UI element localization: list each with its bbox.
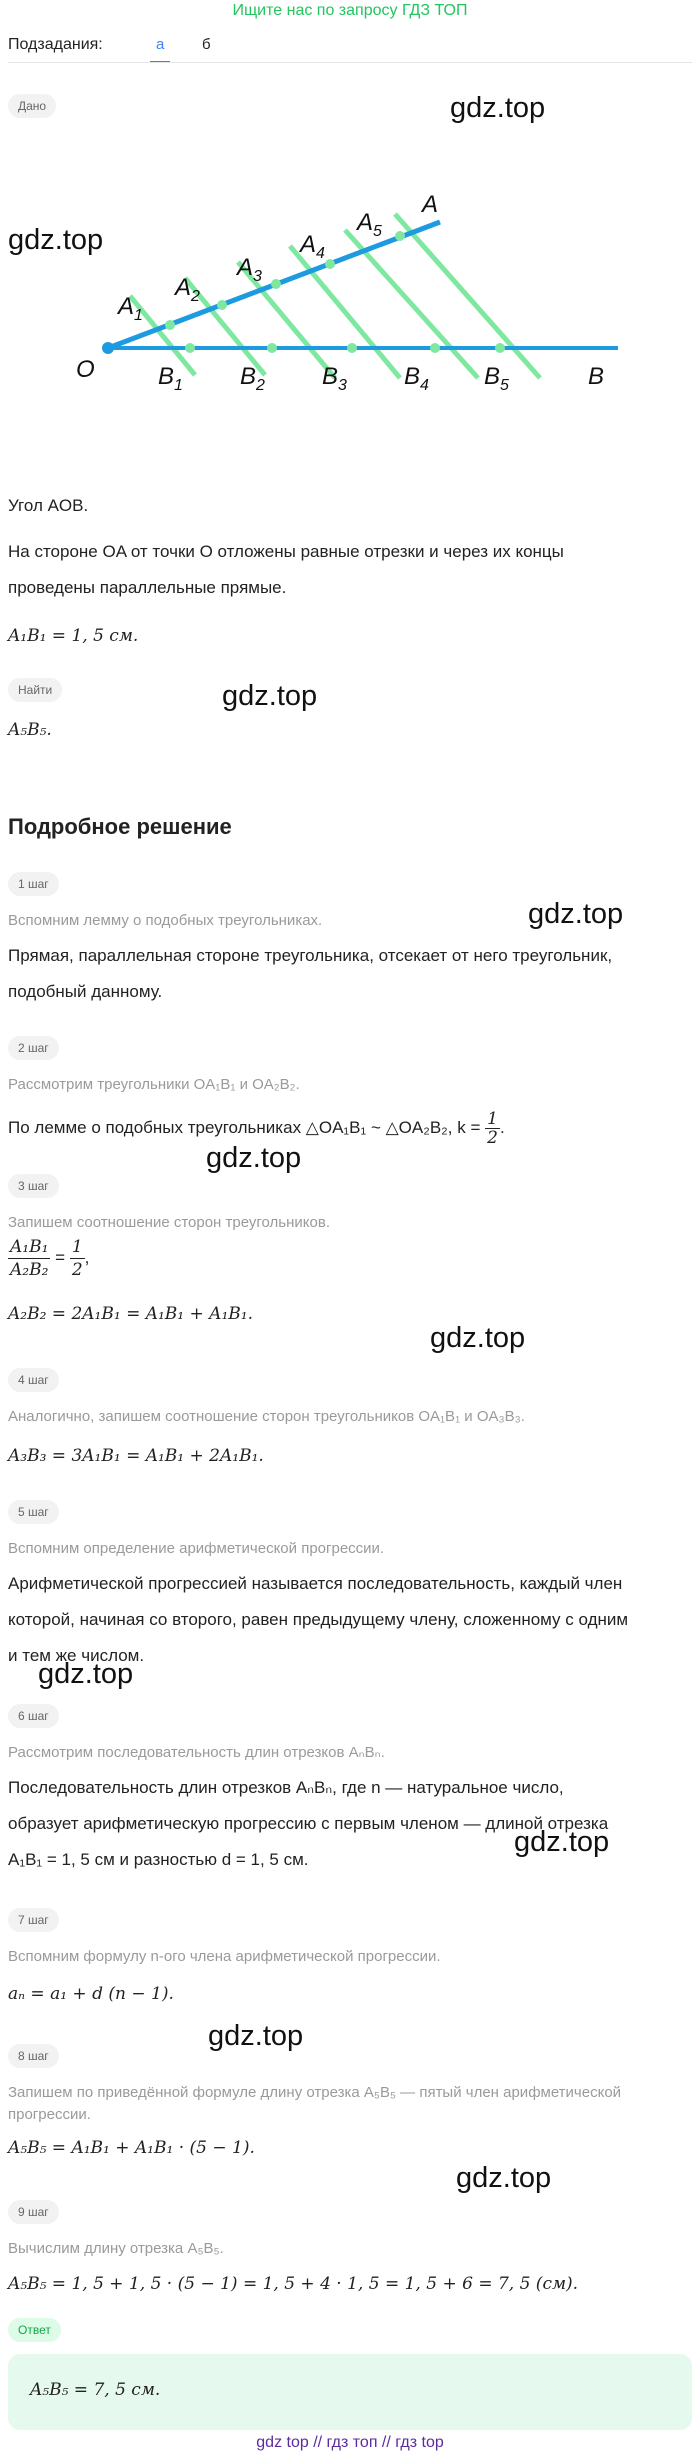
step-1-line-2: подобный данному. <box>8 982 163 1001</box>
step-2-gray: Рассмотрим треугольники OA₁B₁ и OA₂B₂. <box>8 1076 300 1093</box>
step-6-gray: Рассмотрим последовательность длин отрезков AₙBₙ. <box>8 1744 385 1761</box>
point-b2 <box>267 343 277 353</box>
step-9-gray: Вычислим длину отрезка A₅B₅. <box>8 2240 224 2257</box>
label-b2: $B_2$ <box>240 363 265 394</box>
subtasks-label: Подзадания: <box>8 36 103 53</box>
watermark: gdz.top <box>208 2020 304 2052</box>
given-line-1: Угол AOB. <box>8 496 89 515</box>
label-b: B <box>588 363 605 390</box>
watermark: gdz.top <box>222 680 318 712</box>
point-b3 <box>347 343 357 353</box>
step-6-line-3: A₁B₁ = 1, 5 см и разностью d = 1, 5 см. <box>8 1850 309 1869</box>
watermark: gdz.top <box>514 1826 610 1858</box>
watermark: gdz.top <box>528 898 624 930</box>
find-badge: Найти <box>8 678 62 702</box>
given-badge: Дано <box>8 94 56 118</box>
find-line: A₅B₅. <box>8 720 52 740</box>
step-9-line-1: A₅B₅ = 1, 5 + 1, 5 · (5 − 1) = 1, 5 + 4 · 1, 5 = 1, 5 + 6 = 7, 5 (см). <box>8 2274 579 2294</box>
label-a1: $A_1$ <box>118 293 143 324</box>
given-line-4: A₁B₁ = 1, 5 см. <box>8 626 139 646</box>
parallel-line-6 <box>395 214 540 378</box>
label-a5: $A_5$ <box>357 209 382 240</box>
point-a3 <box>271 279 281 289</box>
label-o: O <box>76 356 95 383</box>
watermark: gdz.top <box>206 1142 302 1174</box>
label-b5: $B_5$ <box>484 363 509 394</box>
step-4-gray: Аналогично, запишем соотношение сторон треугольников OA₁B₁ и OA₃B₃. <box>8 1408 525 1425</box>
subtasks-row <box>8 34 692 60</box>
tab-b[interactable]: б <box>202 36 211 53</box>
point-a4 <box>325 259 335 269</box>
watermark: gdz.top <box>38 1658 134 1690</box>
step-badge: 6 шаг <box>8 1704 59 1728</box>
step-3-line-2: A₂B₂ = 2A₁B₁ = A₁B₁ + A₁B₁. <box>8 1304 253 1324</box>
point-a5 <box>395 231 405 241</box>
step-8-line-1: A₅B₅ = A₁B₁ + A₁B₁ · (5 − 1). <box>8 2138 255 2158</box>
step-badge: 8 шаг <box>8 2044 59 2068</box>
answer-badge: Ответ <box>8 2318 61 2342</box>
step-5-line-3: и тем же числом. <box>8 1646 145 1665</box>
top-banner[interactable]: Ищите нас по запросу ГДЗ ТОП <box>232 2 468 19</box>
step-5-line-1: Арифметической прогрессией называется последовательность, каждый член <box>8 1574 623 1593</box>
watermark: gdz.top <box>430 1322 526 1354</box>
step-8-gray-2: прогрессии. <box>8 2106 91 2123</box>
step-badge: 3 шаг <box>8 1174 59 1198</box>
step-badge: 9 шаг <box>8 2200 59 2224</box>
point-b5 <box>495 343 505 353</box>
tab-a[interactable]: а <box>150 36 170 63</box>
watermark: gdz.top <box>450 92 546 124</box>
label-b1: $B_1$ <box>158 363 183 394</box>
step-badge: 1 шаг <box>8 872 59 896</box>
step-badge: 7 шаг <box>8 1908 59 1932</box>
step-6-line-2: образует арифметическую прогрессию с первым членом — длиной отрезка <box>8 1814 609 1833</box>
label-a3: $A_3$ <box>237 254 262 285</box>
step-2-line-1: По лемме о подобных треугольниках △OA₁B₁ ~ △OA₂B₂, k = $\frac{1}{2}$ . <box>8 1109 505 1149</box>
geometry-diagram <box>0 180 700 420</box>
label-a4: $A_4$ <box>300 231 325 262</box>
fraction: $\frac{1}{2}$ <box>71 1237 83 1280</box>
solution-title: Подробное решение <box>8 814 232 839</box>
step-5-gray: Вспомним определение арифметической прогрессии. <box>8 1540 385 1557</box>
point-a2 <box>217 300 227 310</box>
point-b4 <box>430 343 440 353</box>
divider <box>8 62 692 63</box>
step-5-line-2: которой, начиная со второго, равен предыдущему члену, сложенному с одним <box>8 1610 629 1629</box>
label-a: A <box>422 191 439 218</box>
step-8-gray: Запишем по приведённой формуле длину отрезка A₅B₅ — пятый член арифметической <box>8 2084 622 2101</box>
step-3-gray: Запишем соотношение сторон треугольников. <box>8 1214 330 1231</box>
answer-box <box>8 2354 692 2430</box>
step-4-line-1: A₃B₃ = 3A₁B₁ = A₁B₁ + 2A₁B₁. <box>8 1446 264 1466</box>
label-a2: $A_2$ <box>175 274 200 305</box>
given-line-3: проведены параллельные прямые. <box>8 578 287 597</box>
step-3-ratio: $\frac{\text{A₁B₁}}{\text{A₂B₂}}$ = $\frac{1}{2}$ , <box>10 1237 90 1280</box>
point-b1 <box>185 343 195 353</box>
answer-text: A₅B₅ = 7, 5 см. <box>30 2380 161 2400</box>
step-1-gray: Вспомним лемму о подобных треугольниках. <box>8 912 323 929</box>
fraction: $\frac{1}{2}$ <box>487 1109 498 1149</box>
watermark: gdz.top <box>456 2162 552 2194</box>
parallel-line-4 <box>290 246 400 378</box>
given-line-2: На стороне OA от точки O отложены равные отрезки и через их концы <box>8 542 564 561</box>
step-badge: 2 шаг <box>8 1036 59 1060</box>
step-2-text: По лемме о подобных треугольниках △OA₁B₁ ~ △OA₂B₂, k = <box>8 1118 481 1137</box>
step-7-gray: Вспомним формулу n-ого члена арифметической прогрессии. <box>8 1948 441 1965</box>
point-a1 <box>165 320 175 330</box>
label-b3: $B_3$ <box>322 363 347 394</box>
fraction: $\frac{\text{A₁B₁}}{\text{A₂B₂}}$ <box>10 1237 49 1280</box>
step-1-line-1: Прямая, параллельная стороне треугольника, отсекает от него треугольник, <box>8 946 613 965</box>
watermark: gdz.top <box>8 224 104 256</box>
point-o <box>102 342 114 354</box>
step-badge: 5 шаг <box>8 1500 59 1524</box>
footer-links[interactable]: gdz top // гдз топ // гдз top <box>256 2434 444 2451</box>
label-b4: $B_4$ <box>404 363 429 394</box>
step-7-line-1: aₙ = a₁ + d (n − 1). <box>8 1984 174 2004</box>
step-badge: 4 шаг <box>8 1368 59 1392</box>
step-6-line-1: Последовательность длин отрезков AₙBₙ, где n — натуральное число, <box>8 1778 564 1797</box>
